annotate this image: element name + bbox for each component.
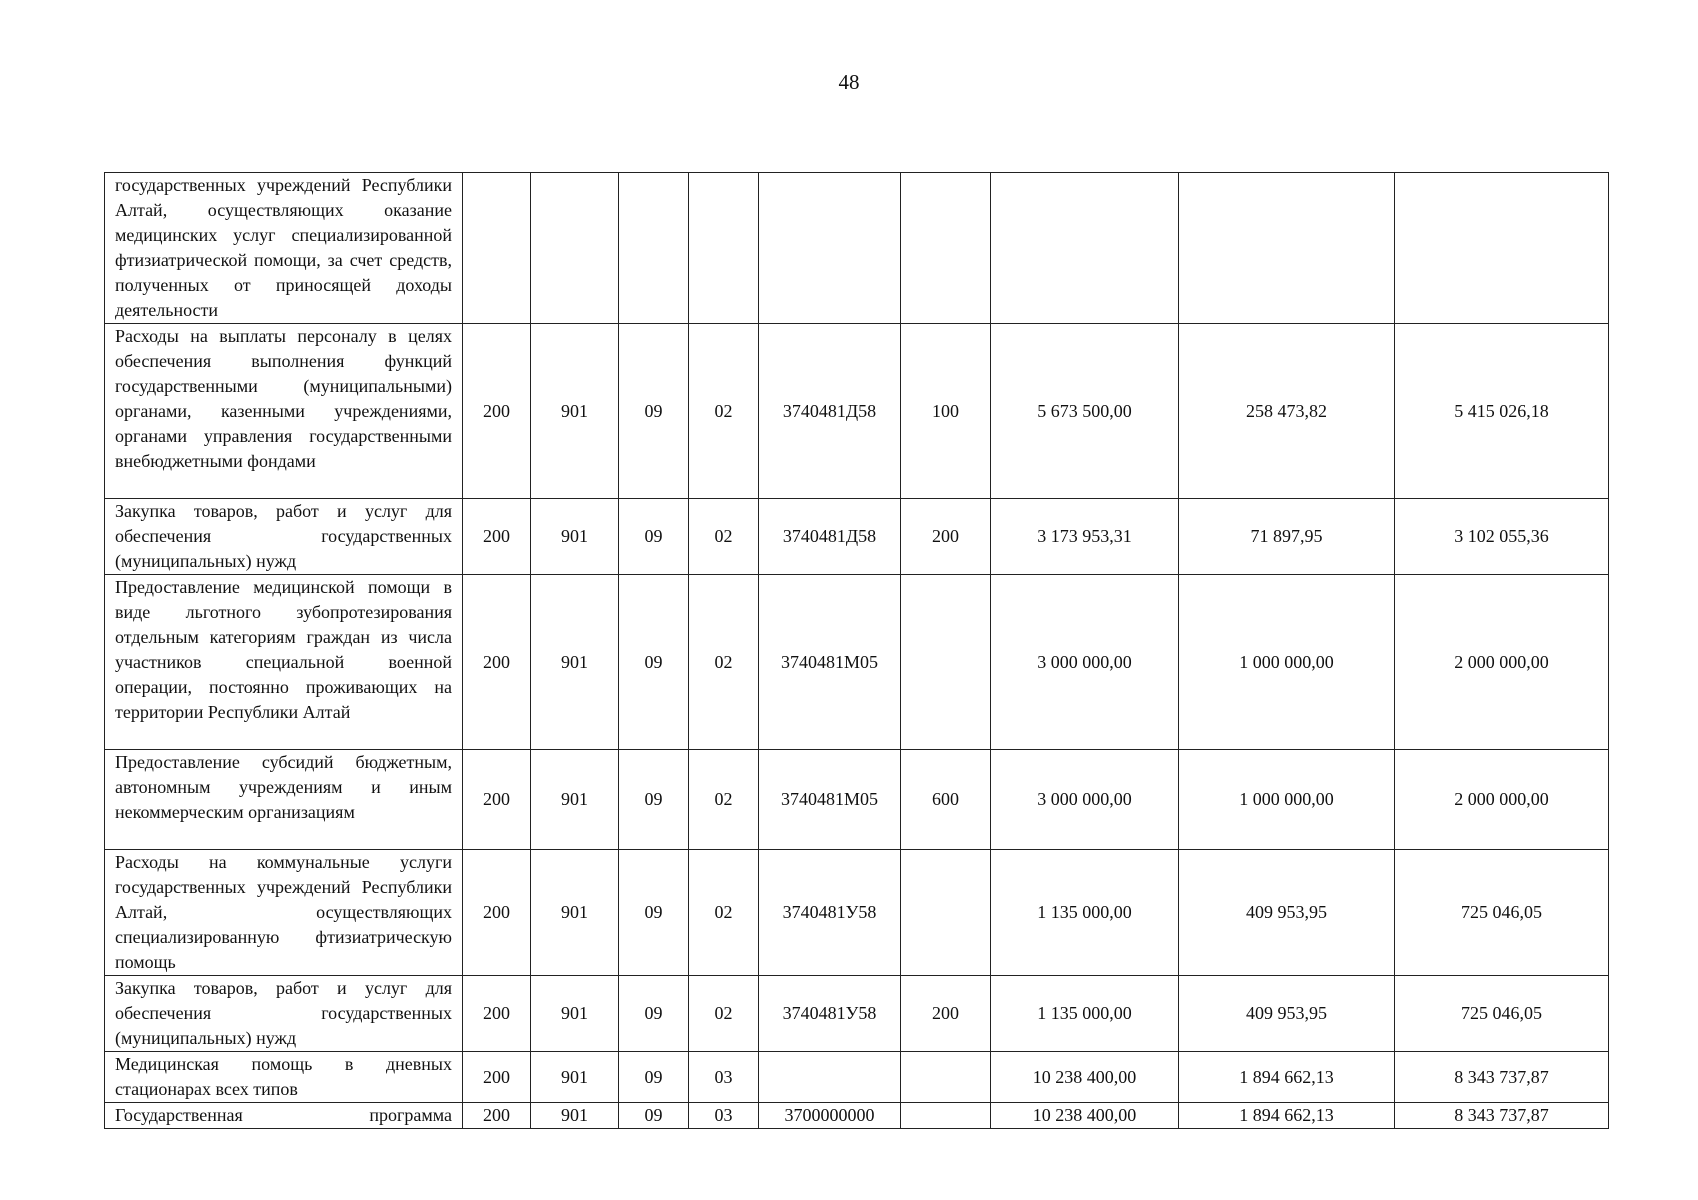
cell-ministry: 901 (531, 1052, 619, 1103)
cell-subsection: 02 (689, 499, 759, 575)
cell-target-article: 3740481М05 (759, 575, 901, 750)
cell-expense-type (901, 1103, 991, 1129)
cell-ministry (531, 173, 619, 324)
cell-approved-amount: 3 000 000,00 (991, 575, 1179, 750)
cell-ministry: 901 (531, 324, 619, 499)
cell-remaining-amount: 8 343 737,87 (1395, 1052, 1609, 1103)
cell-executed-amount: 1 894 662,13 (1179, 1052, 1395, 1103)
cell-approved-amount: 10 238 400,00 (991, 1103, 1179, 1129)
cell-expense-type: 200 (901, 976, 991, 1052)
cell-code: 200 (463, 850, 531, 976)
table-row (105, 173, 1609, 324)
cell-code: 200 (463, 1052, 531, 1103)
cell-section: 09 (619, 976, 689, 1052)
cell-target-article: 3740481Д58 (759, 499, 901, 575)
cell-target-article (759, 1052, 901, 1103)
budget-table (104, 172, 1609, 1129)
cell-executed-amount: 1 894 662,13 (1179, 1103, 1395, 1129)
cell-subsection: 02 (689, 976, 759, 1052)
cell-section: 09 (619, 1103, 689, 1129)
cell-approved-amount: 5 673 500,00 (991, 324, 1179, 499)
cell-remaining-amount: 8 343 737,87 (1395, 1103, 1609, 1129)
table-row (105, 324, 1609, 499)
cell-approved-amount: 10 238 400,00 (991, 1052, 1179, 1103)
cell-remaining-amount: 725 046,05 (1395, 850, 1609, 976)
cell-expense-type: 200 (901, 499, 991, 575)
cell-code: 200 (463, 499, 531, 575)
cell-subsection: 02 (689, 750, 759, 850)
cell-executed-amount: 71 897,95 (1179, 499, 1395, 575)
cell-approved-amount: 1 135 000,00 (991, 850, 1179, 976)
cell-expense-type (901, 173, 991, 324)
cell-code: 200 (463, 575, 531, 750)
cell-code: 200 (463, 750, 531, 850)
cell-ministry: 901 (531, 1103, 619, 1129)
cell-section: 09 (619, 850, 689, 976)
row-description: Закупка товаров, работ и услуг для обеспечения государственных (муниципальных) нужд (105, 499, 463, 575)
cell-section: 09 (619, 324, 689, 499)
table-row (105, 850, 1609, 976)
cell-expense-type: 100 (901, 324, 991, 499)
cell-approved-amount: 3 173 953,31 (991, 499, 1179, 575)
table-row (105, 976, 1609, 1052)
cell-remaining-amount: 725 046,05 (1395, 976, 1609, 1052)
cell-ministry: 901 (531, 750, 619, 850)
cell-section: 09 (619, 575, 689, 750)
cell-approved-amount (991, 173, 1179, 324)
table-row (105, 1052, 1609, 1103)
cell-target-article: 3700000000 (759, 1103, 901, 1129)
cell-executed-amount (1179, 173, 1395, 324)
page-number: 48 (838, 70, 860, 94)
cell-remaining-amount: 3 102 055,36 (1395, 499, 1609, 575)
cell-executed-amount: 409 953,95 (1179, 976, 1395, 1052)
cell-remaining-amount: 2 000 000,00 (1395, 750, 1609, 850)
cell-ministry: 901 (531, 575, 619, 750)
cell-executed-amount: 409 953,95 (1179, 850, 1395, 976)
table-row (105, 750, 1609, 850)
cell-section: 09 (619, 1052, 689, 1103)
cell-expense-type (901, 850, 991, 976)
cell-target-article: 3740481У58 (759, 850, 901, 976)
cell-target-article (759, 173, 901, 324)
cell-target-article: 3740481М05 (759, 750, 901, 850)
row-description: Закупка товаров, работ и услуг для обеспечения государственных (муниципальных) нужд (105, 976, 463, 1052)
row-description: Предоставление медицинской помощи в виде льготного зубопротезирования отдельным категориям граждан из числа участников специальной военной операции, постоянно проживающих на территории Республики Алтай (105, 575, 463, 750)
row-description: Предоставление субсидий бюджетным, автономным учреждениям и иным некоммерческим организациям (105, 750, 463, 850)
cell-expense-type (901, 1052, 991, 1103)
cell-ministry: 901 (531, 976, 619, 1052)
cell-section: 09 (619, 499, 689, 575)
cell-subsection: 02 (689, 575, 759, 750)
table-row (105, 575, 1609, 750)
cell-code: 200 (463, 324, 531, 499)
cell-section (619, 173, 689, 324)
cell-expense-type: 600 (901, 750, 991, 850)
cell-approved-amount: 3 000 000,00 (991, 750, 1179, 850)
cell-expense-type (901, 575, 991, 750)
cell-ministry: 901 (531, 499, 619, 575)
table-row (105, 1103, 1609, 1129)
cell-remaining-amount (1395, 173, 1609, 324)
cell-subsection: 02 (689, 324, 759, 499)
cell-code: 200 (463, 1103, 531, 1129)
cell-approved-amount: 1 135 000,00 (991, 976, 1179, 1052)
cell-subsection: 03 (689, 1103, 759, 1129)
row-description: Расходы на коммунальные услуги государственных учреждений Республики Алтай, осуществляющих специализированную фтизиатрическую помощь (105, 850, 463, 976)
cell-ministry: 901 (531, 850, 619, 976)
cell-section: 09 (619, 750, 689, 850)
cell-target-article: 3740481Д58 (759, 324, 901, 499)
cell-remaining-amount: 5 415 026,18 (1395, 324, 1609, 499)
row-description: государственных учреждений Республики Алтай, осуществляющих оказание медицинских услуг специализированной фтизиатрической помощи, за счет средств, полученных от приносящей доходы деятельности (105, 173, 463, 324)
cell-code (463, 173, 531, 324)
cell-subsection (689, 173, 759, 324)
cell-subsection: 03 (689, 1052, 759, 1103)
cell-executed-amount: 258 473,82 (1179, 324, 1395, 499)
row-description: Расходы на выплаты персоналу в целях обеспечения выполнения функций государственными (муниципальными) органами, казенными учреждениями, органами управления государственными внебюджетными фондами (105, 324, 463, 499)
row-description: Государственная программа (105, 1103, 463, 1129)
table-row (105, 499, 1609, 575)
cell-subsection: 02 (689, 850, 759, 976)
cell-target-article: 3740481У58 (759, 976, 901, 1052)
cell-executed-amount: 1 000 000,00 (1179, 750, 1395, 850)
cell-remaining-amount: 2 000 000,00 (1395, 575, 1609, 750)
row-description: Медицинская помощь в дневных стационарах всех типов (105, 1052, 463, 1103)
cell-executed-amount: 1 000 000,00 (1179, 575, 1395, 750)
cell-code: 200 (463, 976, 531, 1052)
